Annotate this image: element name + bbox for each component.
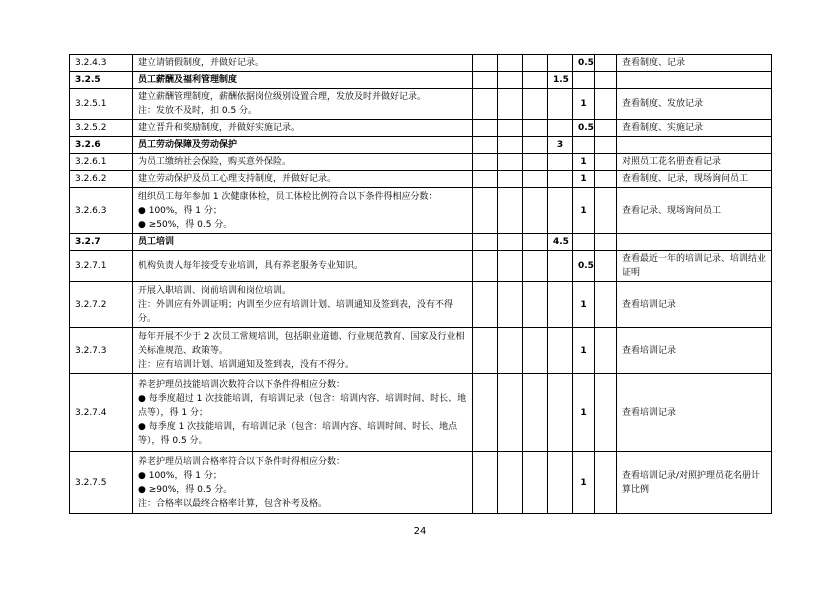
- requirement-line: 点等），得 1 分；: [138, 407, 208, 418]
- requirement-line: 建立劳动保护及员工心理支持制度，并做好记录。: [138, 174, 337, 184]
- blank-cell: [523, 282, 548, 328]
- table-body: [70, 55, 772, 514]
- item-requirement: [133, 234, 473, 251]
- blank-cell: [523, 188, 548, 234]
- check-method: [617, 234, 772, 251]
- blank-cell: [595, 452, 617, 514]
- blank-cell: [523, 328, 548, 374]
- check-method: 对照员工花名册查看记录: [617, 154, 772, 171]
- blank-cell: [595, 374, 617, 452]
- item-number: 3.2.6: [70, 137, 133, 154]
- blank-cell: [473, 89, 498, 120]
- blank-cell: [473, 72, 498, 89]
- item-requirement: [133, 282, 473, 328]
- item-requirement: [133, 137, 473, 154]
- requirement-line: 养老护理员培训合格率符合以下条件时得相应分数：: [138, 456, 346, 467]
- blank-cell: [523, 154, 548, 171]
- blank-cell: [595, 234, 617, 251]
- blank-cell: [473, 452, 498, 514]
- blank-cell: [498, 120, 523, 137]
- table-row: [70, 171, 772, 188]
- evaluation-table: [69, 54, 772, 514]
- blank-cell: [595, 55, 617, 72]
- section-total-score: [548, 120, 573, 137]
- blank-cell: [473, 55, 498, 72]
- requirement-line: 员工劳动保障及劳动保护: [138, 140, 238, 150]
- check-method: 查看培训记录: [617, 328, 772, 374]
- table-row: [70, 188, 772, 234]
- table-row: [70, 452, 772, 514]
- check-method: 查看培训记录/对照护理员花名册计算比例: [617, 452, 772, 514]
- blank-cell: [473, 234, 498, 251]
- section-total-score: 3: [548, 137, 573, 154]
- item-requirement: [133, 328, 473, 374]
- blank-cell: [473, 251, 498, 282]
- requirement-line: 建立薪酬管理制度，薪酬依据岗位级别设置合理，发放及时并做好记录。: [138, 92, 427, 102]
- requirement-line: 员工薪酬及福利管理制度: [138, 75, 238, 85]
- item-number: 3.2.6.2: [70, 171, 133, 188]
- requirement-line: 为员工缴纳社会保险，购买意外保险。: [138, 157, 292, 167]
- item-number: 3.2.5: [70, 72, 133, 89]
- table-row: [70, 89, 772, 120]
- section-row: [70, 72, 772, 89]
- section-total-score: [548, 55, 573, 72]
- check-method: [617, 137, 772, 154]
- blank-cell: [498, 171, 523, 188]
- blank-cell: [523, 234, 548, 251]
- section-row: [70, 234, 772, 251]
- section-total-score: [548, 328, 573, 374]
- item-number: 3.2.7.4: [70, 374, 133, 452]
- check-method: [617, 72, 772, 89]
- requirement-line: 关标准规范、政策等。: [138, 345, 229, 356]
- item-requirement: [133, 452, 473, 514]
- section-total-score: 1.5: [548, 72, 573, 89]
- item-score: 1: [573, 452, 595, 514]
- blank-cell: [523, 72, 548, 89]
- blank-cell: [473, 374, 498, 452]
- blank-cell: [595, 120, 617, 137]
- blank-cell: [523, 89, 548, 120]
- blank-cell: [498, 452, 523, 514]
- check-method: 查看培训记录: [617, 374, 772, 452]
- blank-cell: [473, 282, 498, 328]
- item-number: 3.2.4.3: [70, 55, 133, 72]
- blank-cell: [595, 137, 617, 154]
- item-number: 3.2.7.3: [70, 328, 133, 374]
- blank-cell: [498, 89, 523, 120]
- item-requirement: [133, 374, 473, 452]
- item-requirement: [133, 154, 473, 171]
- requirement-line: 注：发放不及时，扣 0.5 分。: [138, 106, 258, 116]
- requirement-line: ● ≥50%，得 0.5 分。: [138, 219, 233, 230]
- requirement-line: 建立晋升和奖励制度，并做好实施记录。: [138, 123, 301, 133]
- item-score: [573, 234, 595, 251]
- requirement-line: 等），得 0.5 分。: [138, 435, 208, 446]
- blank-cell: [523, 55, 548, 72]
- requirement-line: 养老护理员技能培训次数符合以下条件得相应分数：: [138, 379, 346, 390]
- item-score: 1: [573, 282, 595, 328]
- blank-cell: [595, 282, 617, 328]
- item-number: 3.2.7.1: [70, 251, 133, 282]
- item-score: 0.5: [573, 55, 595, 72]
- table-row: [70, 251, 772, 282]
- requirement-line: 每年开展不少于 2 次员工常规培训，包括职业道德、行业规范教育、国家及行业相: [138, 331, 465, 342]
- item-score: 1: [573, 171, 595, 188]
- item-score: 0.5: [573, 120, 595, 137]
- item-number: 3.2.6.1: [70, 154, 133, 171]
- section-row: [70, 137, 772, 154]
- section-total-score: [548, 374, 573, 452]
- item-score: 0.5: [573, 251, 595, 282]
- requirement-line: 分。: [138, 313, 157, 324]
- item-number: 3.2.7.5: [70, 452, 133, 514]
- section-total-score: [548, 251, 573, 282]
- item-score: 1: [573, 154, 595, 171]
- item-requirement: [133, 188, 473, 234]
- blank-cell: [473, 120, 498, 137]
- table-row: [70, 328, 772, 374]
- blank-cell: [473, 171, 498, 188]
- blank-cell: [595, 89, 617, 120]
- requirement-line: ● ≥90%，得 0.5 分。: [138, 484, 233, 495]
- section-total-score: [548, 89, 573, 120]
- requirement-line: 员工培训: [138, 237, 175, 247]
- requirement-line: ● 100%，得 1 分；: [138, 470, 222, 481]
- table-row: [70, 120, 772, 137]
- requirement-line: 注：合格率以最终合格率计算，包含补考及格。: [138, 498, 328, 509]
- section-total-score: [548, 188, 573, 234]
- section-total-score: 4.5: [548, 234, 573, 251]
- blank-cell: [498, 55, 523, 72]
- requirement-line: ● 每季度超过 1 次技能培训，有培训记录（包含：培训内容、培训时间、时长、地: [138, 393, 467, 404]
- item-score: 1: [573, 188, 595, 234]
- check-method: 查看制度、实施记录: [617, 120, 772, 137]
- blank-cell: [498, 251, 523, 282]
- item-number: 3.2.6.3: [70, 188, 133, 234]
- blank-cell: [498, 374, 523, 452]
- item-score: 1: [573, 89, 595, 120]
- blank-cell: [523, 137, 548, 154]
- check-method: 查看制度、发放记录: [617, 89, 772, 120]
- blank-cell: [595, 251, 617, 282]
- item-score: [573, 72, 595, 89]
- blank-cell: [473, 328, 498, 374]
- section-total-score: [548, 154, 573, 171]
- section-total-score: [548, 452, 573, 514]
- requirement-line: 注：外训应有外训证明；内训至少应有培训计划、培训通知及签到表，没有不得: [138, 299, 454, 310]
- blank-cell: [523, 251, 548, 282]
- check-method: 查看记录、现场询问员工: [617, 188, 772, 234]
- section-total-score: [548, 171, 573, 188]
- blank-cell: [498, 234, 523, 251]
- section-total-score: [548, 282, 573, 328]
- item-number: 3.2.7: [70, 234, 133, 251]
- requirement-line: 开展入职培训、岗前培训和岗位培训。: [138, 285, 292, 296]
- item-requirement: [133, 89, 473, 120]
- requirement-line: 组织员工每年参加 1 次健康体检，员工体检比例符合以下条件得相应分数：: [138, 191, 438, 202]
- check-method: 查看制度、记录: [617, 55, 772, 72]
- table-row: [70, 55, 772, 72]
- blank-cell: [595, 188, 617, 234]
- blank-cell: [473, 154, 498, 171]
- page-number: 24: [413, 526, 427, 537]
- table-row: [70, 282, 772, 328]
- item-requirement: [133, 171, 473, 188]
- item-requirement: [133, 251, 473, 282]
- blank-cell: [595, 72, 617, 89]
- item-requirement: [133, 72, 473, 89]
- item-number: 3.2.7.2: [70, 282, 133, 328]
- blank-cell: [473, 188, 498, 234]
- blank-cell: [523, 452, 548, 514]
- check-method: 查看培训记录: [617, 282, 772, 328]
- requirement-line: 建立请销假制度，并做好记录。: [138, 58, 265, 68]
- blank-cell: [498, 282, 523, 328]
- item-score: [573, 137, 595, 154]
- blank-cell: [498, 328, 523, 374]
- item-requirement: [133, 120, 473, 137]
- table-row: [70, 374, 772, 452]
- blank-cell: [595, 154, 617, 171]
- blank-cell: [498, 154, 523, 171]
- blank-cell: [473, 137, 498, 154]
- item-score: 1: [573, 328, 595, 374]
- requirement-line: ● 每季度 1 次技能培训，有培训记录（包含：培训内容、培训时间、时长、地点: [138, 421, 458, 432]
- blank-cell: [523, 120, 548, 137]
- requirement-line: ● 100%，得 1 分；: [138, 205, 222, 216]
- blank-cell: [595, 171, 617, 188]
- blank-cell: [498, 188, 523, 234]
- item-score: 1: [573, 374, 595, 452]
- requirement-line: 注：应有培训计划、培训通知及签到表，没有不得分。: [138, 359, 355, 370]
- item-number: 3.2.5.2: [70, 120, 133, 137]
- item-requirement: [133, 55, 473, 72]
- blank-cell: [523, 374, 548, 452]
- requirement-line: 机构负责人每年接受专业培训，具有养老服务专业知识。: [138, 261, 364, 271]
- blank-cell: [498, 137, 523, 154]
- blank-cell: [523, 171, 548, 188]
- check-method: 查看制度、记录，现场询问员工: [617, 171, 772, 188]
- blank-cell: [498, 72, 523, 89]
- check-method: 查看最近一年的培训记录、培训结业证明: [617, 251, 772, 282]
- item-number: 3.2.5.1: [70, 89, 133, 120]
- table-row: [70, 154, 772, 171]
- blank-cell: [595, 328, 617, 374]
